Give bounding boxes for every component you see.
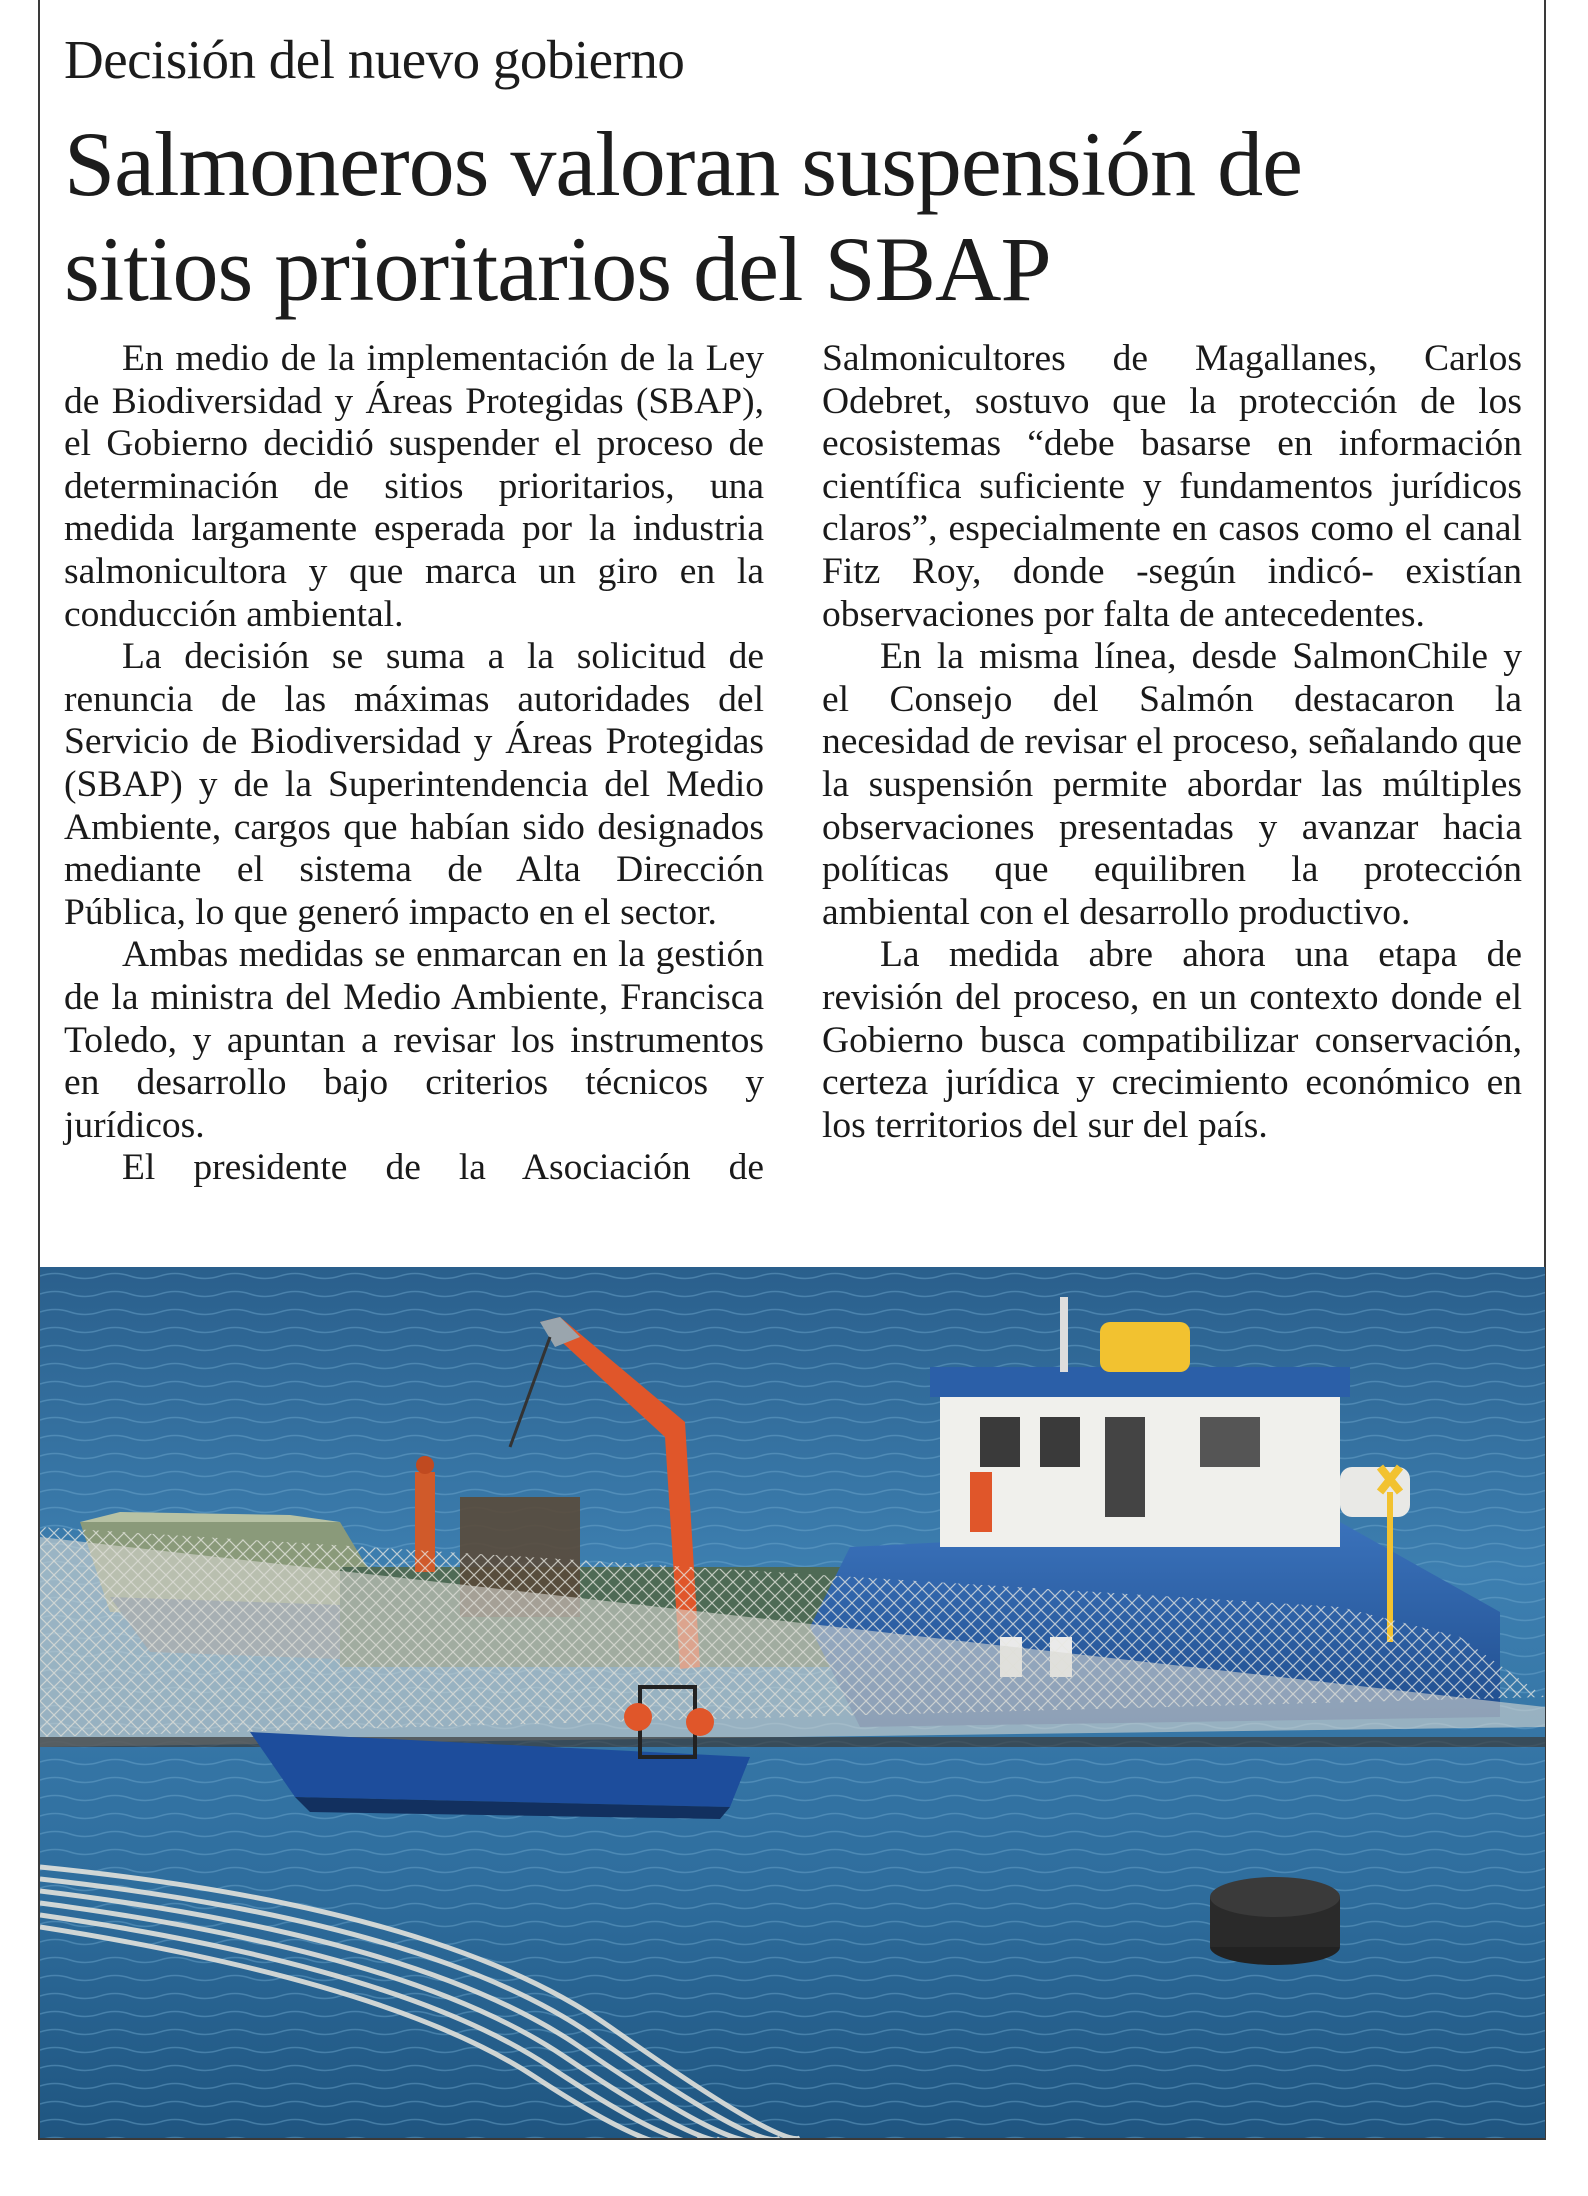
paragraph: El presidente de la Asociación de — [122, 1147, 764, 1189]
paragraph: La decisión se suma a la solicitud de renuncia de las máximas autoridades del Servicio de Biodiversidad y Áreas Protegidas (SBAP) y de la Superintendencia del Medio Ambiente, cargos que habían sido designados mediante el sistema de Alta Dirección Pública, lo que generó impacto en el sector. — [64, 636, 764, 933]
paragraph: En medio de la implementación de la Ley de Biodiversidad y Áreas Protegidas (SBAP), el Gobierno decidió suspender el proceso de determinación de sitios prioritarios, una medida largamente esperada por la industria salmonicultora y que marca un giro en la conducción ambiental. — [64, 338, 764, 635]
mooring-buoy — [1210, 1877, 1340, 1965]
left-column — [64, 338, 764, 1190]
article-kicker: Decisión del nuevo gobierno — [64, 29, 685, 90]
right-column — [822, 338, 1522, 1147]
paragraph: La medida abre ahora una etapa de revisión del proceso, en un contexto donde el Gobierno busca compatibilizar conservación, certeza jurídica y crecimiento económico en los territorios del sur del país. — [822, 934, 1522, 1146]
salmon-farm-boat-photo — [40, 1267, 1545, 2138]
paragraph: Salmonicultores de Magallanes, Carlos Odebret, sostuvo que la protección de los ecosistemas “debe basarse en información científica suficiente y fundamentos jurídicos claros”, especialmente en casos como el canal Fitz Roy, donde -según indicó- existían observaciones por falta de antecedentes. — [822, 338, 1522, 635]
article-headline: Salmoneros valoran suspensión de sitios prioritarios del SBAP — [64, 113, 1302, 320]
paragraph: Ambas medidas se enmarcan en la gestión de la ministra del Medio Ambiente, Francisca Toledo, y apuntan a revisar los instrumentos en desarrollo bajo criterios técnicos y jurídicos. — [64, 934, 764, 1146]
paragraph: En la misma línea, desde SalmonChile y el Consejo del Salmón destacaron la necesidad de revisar el proceso, señalando que la suspensión permite abordar las múltiples observaciones presentadas y avanzar hacia políticas que equilibren la protección ambiental con el desarrollo productivo. — [822, 636, 1522, 933]
